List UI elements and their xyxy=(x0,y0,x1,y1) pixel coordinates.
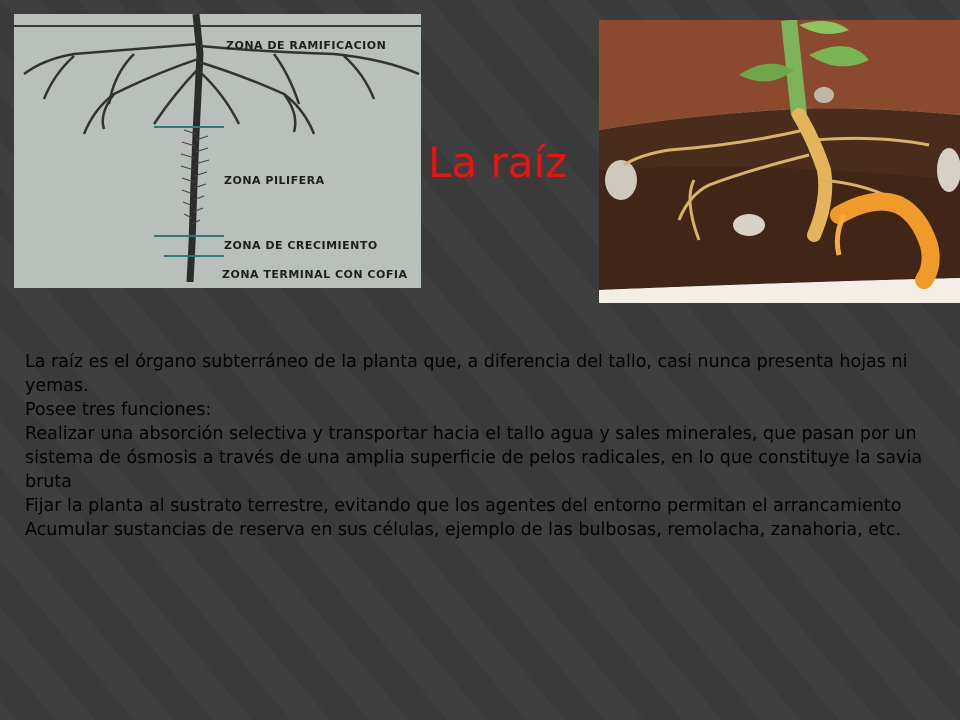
root-zones-diagram xyxy=(14,14,421,288)
body-paragraph-intro: La raíz es el órgano subterráneo de la planta que, a diferencia del tallo, casi nunca presenta hojas ni yemas. xyxy=(25,352,908,396)
slide-title: La raíz xyxy=(428,138,568,187)
body-paragraph-function-fijacion: Fijar la planta al sustrato terrestre, evitando que los agentes del entorno permitan el arrancamiento xyxy=(25,496,902,516)
body-paragraph-functions-heading: Posee tres funciones: xyxy=(25,400,212,420)
zone-label-crecimiento: ZONA DE CRECIMIENTO xyxy=(224,239,378,252)
zone-label-pilifera: ZONA PILIFERA xyxy=(224,174,325,187)
body-paragraph-function-reserva: Acumular sustancias de reserva en sus células, ejemplo de las bulbosas, remolacha, zanahoria, etc. xyxy=(25,520,902,540)
zone-label-ramificacion: ZONA DE RAMIFICACION xyxy=(226,39,387,52)
slide-body xyxy=(25,350,940,542)
zone-label-terminal: ZONA TERMINAL CON COFIA xyxy=(222,268,408,281)
roots-in-soil-photo xyxy=(599,20,960,303)
roots-photo-drawing xyxy=(599,20,960,303)
body-paragraph-function-absorcion: Realizar una absorción selectiva y transportar hacia el tallo agua y sales minerales, que pasan por un sistema de ósmosis a través de una amplia superficie de pelos radicales, en lo que constituye la savia bruta xyxy=(25,424,923,492)
